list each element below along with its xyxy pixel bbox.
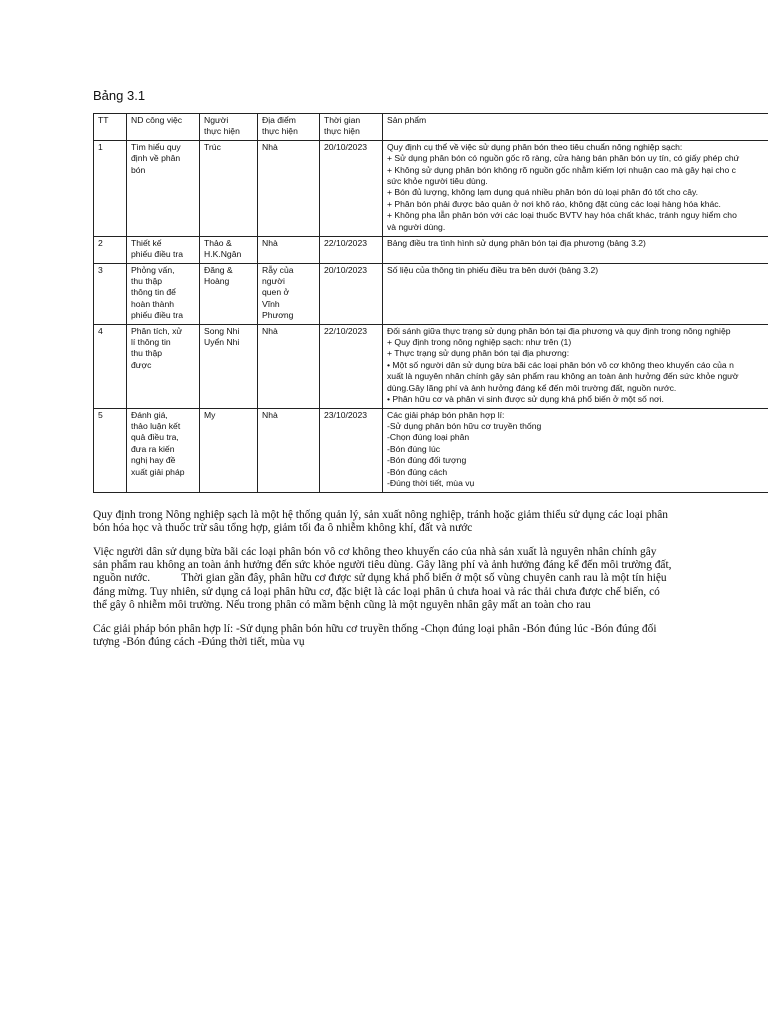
- table-row: [94, 236, 768, 263]
- cell-place: Nhà: [258, 236, 320, 263]
- cell-tt: 1: [94, 140, 127, 236]
- cell-person: My: [200, 408, 258, 492]
- cell-place: Nhà: [258, 140, 320, 236]
- cell-product: Số liệu của thông tin phiếu điều tra bên dưới (bảng 3.2): [383, 263, 768, 324]
- table-row: [94, 263, 768, 324]
- cell-time: 20/10/2023: [320, 140, 383, 236]
- header-time: Thời gian thực hiện: [320, 114, 383, 141]
- cell-time: 20/10/2023: [320, 263, 383, 324]
- cell-person: Đăng & Hoàng: [200, 263, 258, 324]
- cell-tt: 2: [94, 236, 127, 263]
- cell-time: 22/10/2023: [320, 324, 383, 408]
- table-caption: Bảng 3.1: [93, 88, 146, 103]
- cell-time: 23/10/2023: [320, 408, 383, 492]
- table-header-row: [94, 114, 768, 141]
- table-row: [94, 408, 768, 492]
- cell-place: Nhà: [258, 408, 320, 492]
- cell-product: Bảng điều tra tình hình sử dụng phân bón tại địa phương (bảng 3.2): [383, 236, 768, 263]
- cell-tt: 5: [94, 408, 127, 492]
- work-plan-table: [93, 113, 768, 493]
- cell-task: Đánh giá, thảo luận kết quả điều tra, đưa ra kiến nghị hay đề xuất giải pháp: [127, 408, 200, 492]
- cell-task: Phỏng vấn, thu thập thông tin để hoàn thành phiếu điều tra: [127, 263, 200, 324]
- cell-product: Các giải pháp bón phân hợp lí: -Sử dụng phân bón hữu cơ truyền thống -Chọn đúng loại phân -Bón đúng lúc -Bón đúng đối tượng -Bón đúng cách -Đúng thời tiết, mùa vụ: [383, 408, 768, 492]
- cell-place: Nhà: [258, 324, 320, 408]
- cell-tt: 3: [94, 263, 127, 324]
- cell-time: 22/10/2023: [320, 236, 383, 263]
- cell-person: Trúc: [200, 140, 258, 236]
- header-tt: TT: [94, 114, 127, 141]
- cell-product: Quy định cụ thể về việc sử dụng phân bón theo tiêu chuẩn nông nghiệp sạch: + Sử dụng phân bón có nguồn gốc rõ ràng, cửa hàng bán phân bón uy tín, có giấy phép chứ + Không sử dụng phân bón không rõ nguồn gốc nhằm kiếm lợi nhuận cao mà gây hại cho c sức khỏe người tiêu dùng. + Bón đủ lượng, không lạm dụng quá nhiều phân bón dù loại phân đó tốt cho cây. + Phân bón phải được bảo quản ở nơi khô ráo, không đặt cùng các loại hàng hóa khác. + Không pha lẫn phân bón với các loại thuốc BVTV hay hóa chất khác, tránh nguy hiểm cho và người dùng.: [383, 140, 768, 236]
- table-row: [94, 324, 768, 408]
- paragraph-situation: Việc người dân sử dụng bừa bãi các loại phân bón vô cơ không theo khuyến cáo của nhà sản xuất là nguyên nhân chính gây sản phẩm rau không an toàn ảnh hưởng đến sức khỏe người tiêu dùng. Gây lãng phí và ảnh hưởng đáng kể đến môi trường đất, nguồn nước. Thời gian gần đây, phân hữu cơ được sử dụng khá phổ biến ở một số vùng chuyên canh rau là một tín hiệu đáng mừng. Tuy nhiên, sử dụng cả loại phân hữu cơ, đặc biệt là các loại phân ủ chưa hoai và rác thải chưa được chế biến, có thể gây ô nhiễm môi trường. Nếu trong phân có mầm bệnh cũng là một nguyên nhân gây mất an toàn cho rau: [93, 546, 675, 611]
- cell-task: Phân tích, xử lí thông tin thu thập được: [127, 324, 200, 408]
- cell-person: Thảo & H.K.Ngân: [200, 236, 258, 263]
- header-place: Địa điểm thực hiện: [258, 114, 320, 141]
- header-person: Người thực hiện: [200, 114, 258, 141]
- paragraph-solutions: Các giải pháp bón phân hợp lí: -Sử dụng phân bón hữu cơ truyền thống -Chọn đúng loại phân -Bón đúng lúc -Bón đúng đối tượng -Bón đúng cách -Đúng thời tiết, mùa vụ: [93, 623, 660, 649]
- cell-place: Rẫy của người quen ở Vĩnh Phương: [258, 263, 320, 324]
- header-task: ND công việc: [127, 114, 200, 141]
- table-row: [94, 140, 768, 236]
- cell-product: Đối sánh giữa thực trạng sử dụng phân bón tại địa phương và quy định trong nông nghiệp + Quy định trong nông nghiệp sạch: như trên (1) + Thực trạng sử dụng phân bón tại địa phương: • Một số người dân sử dụng bừa bãi các loại phân bón vô cơ không theo khuyến cáo của n xuất là nguyên nhân chính gây sản phẩm rau không an toàn ảnh hưởng đến sức khỏe ngườ dùng.Gây lãng phí và ảnh hưởng đáng kể đến môi trường đất, nguồn nước. • Phân hữu cơ và phân vi sinh được sử dụng khá phổ biến ở một số nơi.: [383, 324, 768, 408]
- cell-tt: 4: [94, 324, 127, 408]
- cell-task: Tìm hiểu quy định về phân bón: [127, 140, 200, 236]
- paragraph-regulation: Quy định trong Nông nghiệp sạch là một hệ thống quản lý, sản xuất nông nghiệp, tránh hoặc giảm thiểu sử dụng các loại phân bón hóa học và thuốc trừ sâu tổng hợp, giảm tối đa ô nhiễm không khí, đất và nước: [93, 509, 671, 535]
- cell-person: Song Nhi Uyển Nhi: [200, 324, 258, 408]
- cell-task: Thiết kế phiếu điều tra: [127, 236, 200, 263]
- header-product: Sản phẩm: [383, 114, 768, 141]
